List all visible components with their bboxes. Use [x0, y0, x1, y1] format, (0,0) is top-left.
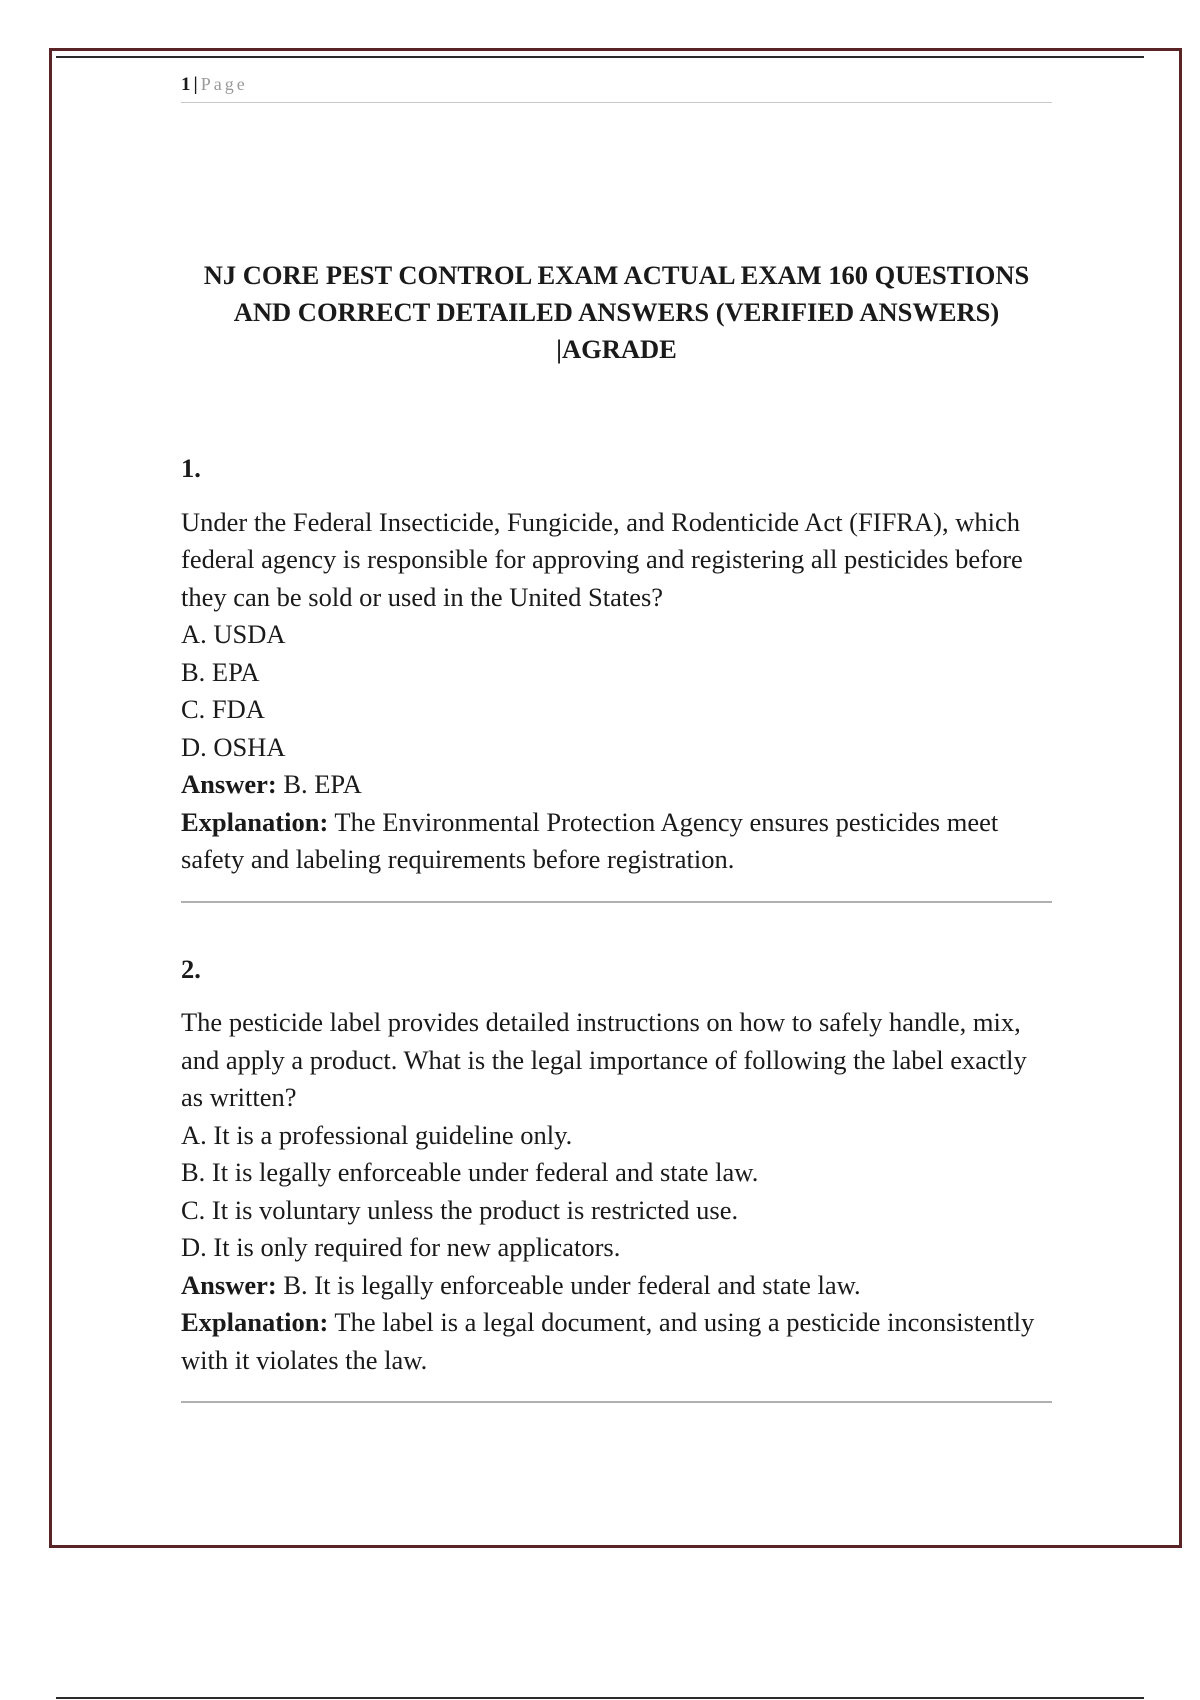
- option-c: C. FDA: [181, 694, 265, 724]
- option-d: D. OSHA: [181, 731, 286, 762]
- answer-label: Answer:: [181, 1269, 277, 1300]
- question-text: Under the Federal Insecticide, Fungicide, and Rodenticide Act (FIFRA), which federal agency is responsible for approving and registering all pesticides before they can be sold or used in the United States?: [181, 506, 1023, 612]
- answer-value: B. It is legally enforceable under federal and state law.: [283, 1269, 861, 1300]
- explanation-label: Explanation:: [181, 806, 329, 837]
- explanation-line: [181, 1304, 1052, 1379]
- question-1: [181, 450, 1052, 903]
- bottom-rule: [56, 1697, 1144, 1699]
- explanation-text: The label is a legal document, and using a pesticide inconsistently with it violates the law.: [181, 1307, 1035, 1375]
- document-title: NJ CORE PEST CONTROL EXAM ACTUAL EXAM 160 QUESTIONS AND CORRECT DETAILED ANSWERS (VERIFIED ANSWERS) |AGRADE: [203, 260, 1030, 364]
- option-a: A. It is a professional guideline only.: [181, 1119, 573, 1150]
- page-header: [181, 72, 1052, 103]
- question-number: 1.: [181, 453, 201, 483]
- answer-value: B. EPA: [283, 769, 362, 799]
- option-c: C. It is voluntary unless the product is restricted use.: [181, 1194, 739, 1225]
- page-word: Page: [200, 74, 248, 94]
- option-b: B. It is legally enforceable under federal and state law.: [181, 1157, 759, 1187]
- question-list: [181, 450, 1052, 1403]
- question-number: 2.: [181, 953, 201, 984]
- option-d: D. It is only required for new applicators.: [181, 1232, 621, 1262]
- explanation-line: [181, 804, 1052, 879]
- page-separator: |: [193, 74, 198, 95]
- answer-label: Answer:: [181, 769, 277, 799]
- question-divider: [181, 901, 1052, 903]
- explanation-label: Explanation:: [181, 1307, 329, 1337]
- option-b: B. EPA: [181, 656, 260, 687]
- answer-line: [181, 1267, 1052, 1305]
- page-number: 1: [181, 74, 191, 95]
- question-divider: [181, 1401, 1052, 1403]
- option-a: A. USDA: [181, 619, 286, 649]
- answer-line: [181, 766, 1052, 804]
- question-text: The pesticide label provides detailed instructions on how to safely handle, mix, and apply a product. What is the legal importance of following the label exactly as written?: [181, 1007, 1027, 1112]
- explanation-text: The Environmental Protection Agency ensures pesticides meet safety and labeling requirements before registration.: [181, 806, 999, 874]
- question-2: [181, 951, 1052, 1404]
